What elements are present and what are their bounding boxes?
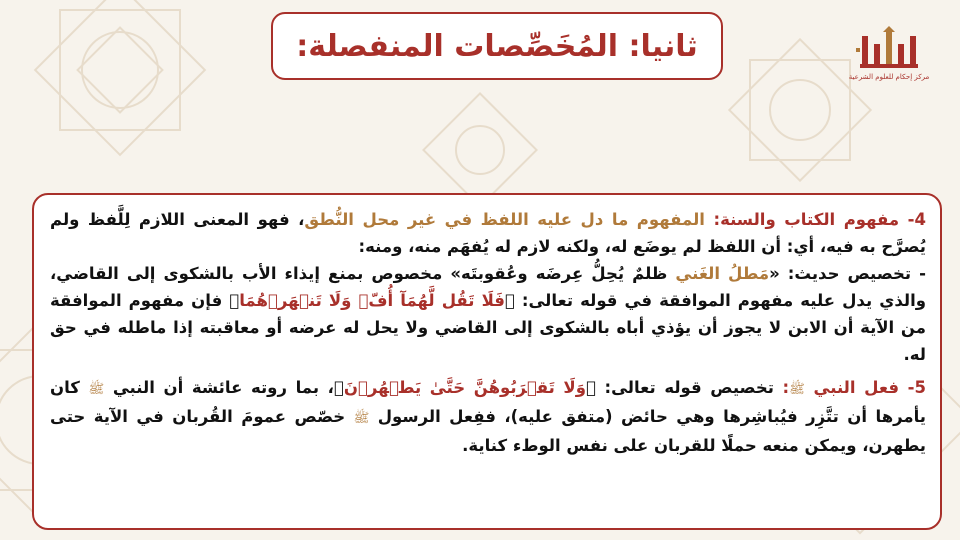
section-4-heading: مفهوم الكتاب والسنة [720,210,900,229]
title-box [271,12,723,80]
hadith-intro: - تخصيص حديث: « [769,264,927,283]
section-4-number: 4- [907,210,926,229]
ayah-quote-2: وَلَا تَقۡرَبُوهُنَّ حَتَّىٰ يَطۡهُرۡنَ [343,378,586,397]
hadith-highlight: مَطلُ الغَني [675,264,770,283]
section-5-intro: تخصيص قوله تعالى: ﴿ [585,378,783,397]
ayah-quote: فَلَا تَقُل لَّهُمَآ أُفّٖ وَلَا تَنۡهَرۡهُمَا [239,291,505,310]
page-title: ثانيا: المُخَصِّصات المنفصلة: [296,28,698,64]
section-5 [50,374,926,459]
section-4-colon: : [713,210,721,229]
section-5-number: 5- [907,378,926,397]
section-5-text-1: ﴾، بما روته عائشة أن النبي [104,378,344,397]
section-4-definition: المفهوم ما دل عليه اللفظ في غير محل النُّطق [304,210,705,229]
section-5-text-3: خصّص عمومَ القُربان في الآية حتى يطهرن، ويمكن منعه حملًا للقربان على نفس الوطء كناية. [50,407,926,455]
section-5-heading: فعل النبي [813,378,900,397]
salawat-glyph: ﷺ [789,382,805,397]
salawat-glyph: ﷺ [88,382,105,397]
content-text [50,206,926,459]
section-5-colon: : [782,378,790,397]
ihkam-logo-icon [854,26,924,70]
section-4 [50,206,926,368]
section-4-conclusion: ﴾ فإن مفهوم الموافقة من الآية أن الابن لا يجوز أن يؤذي أباه بالشكوى إلى القاضي ولا يحل له عرضه أو معاقبته إذا ماطله في حق له. [50,291,926,364]
hadith-rest: ظلمٌ يُحِلُّ عِرضَه وعُقوبتَه» مخصوص بمنع إيذاء الأب بالشكوى إلى القاضي، والذي يدل عليه مفهوم الموافقة في قوله تعالى: ﴿ [50,264,926,310]
salawat-glyph: ﷺ [353,411,370,426]
logo-subtitle: مركز إحكام للعلوم الشرعية [848,73,930,81]
logo [846,26,932,96]
section-4-explanation: ، فهو المعنى اللازم لِلَّفظ ولم يُصرَّح به فيه، أي: أن اللفظ لم يوضَع له، ولكنه لازم له يُفهَم منه، ومنه: [50,210,926,256]
section-5-text-2: كان يأمرها أن تتَّزِر فيُباشِرها وهي حائض (متفق عليه)، ففِعل الرسول [50,378,927,426]
